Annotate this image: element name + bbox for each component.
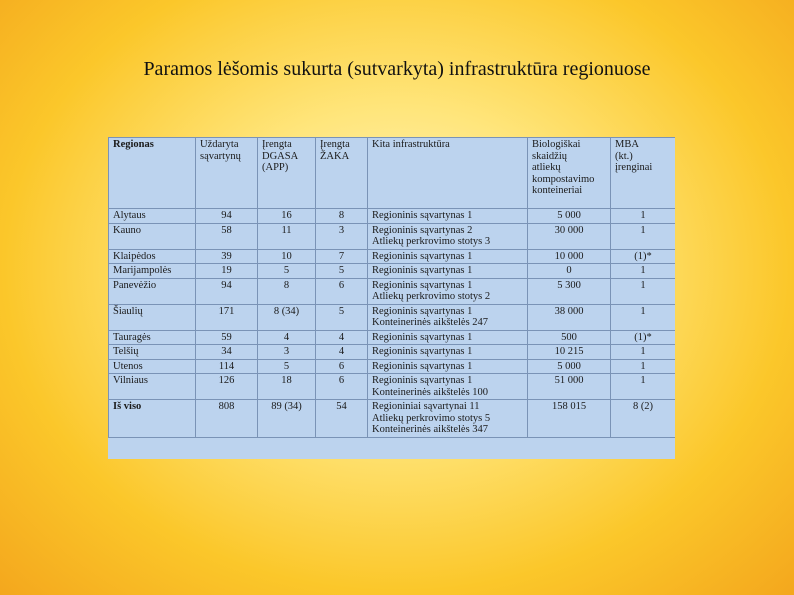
infrastructure-line: Konteinerinės aikštelės 100: [372, 386, 489, 398]
header-line: ŽAKA: [320, 150, 350, 162]
other-infrastructure-cell: [368, 400, 528, 438]
region-cell: Šiaulių: [109, 304, 196, 330]
bio-containers-cell: 500: [528, 330, 611, 345]
header-line: Kita infrastruktūra: [372, 139, 450, 150]
bio-containers-cell: 38 000: [528, 304, 611, 330]
table-body: [109, 209, 676, 438]
dgasa-cell: 8 (34): [258, 304, 316, 330]
infrastructure-table: [108, 137, 675, 438]
zaka-cell: 6: [316, 374, 368, 400]
dgasa-cell: 10: [258, 249, 316, 264]
mba-cell: 1: [611, 304, 676, 330]
zaka-cell: 5: [316, 264, 368, 279]
table-row: [109, 330, 676, 345]
header-region: [109, 138, 196, 209]
region-cell: Marijampolės: [109, 264, 196, 279]
dgasa-cell: 8: [258, 278, 316, 304]
bio-containers-cell: 158 015: [528, 400, 611, 438]
zaka-cell: 6: [316, 278, 368, 304]
header-line: Įrengta: [320, 139, 350, 150]
mba-cell: (1)*: [611, 330, 676, 345]
zaka-cell: 8: [316, 209, 368, 224]
slide-title: Paramos lėšomis sukurta (sutvarkyta) infrastruktūra regionuose: [143, 58, 651, 80]
header-zaka: [316, 138, 368, 209]
table-row: [109, 249, 676, 264]
infrastructure-line: Regioninis sąvartynas 1: [372, 331, 473, 343]
header-dgasa: [258, 138, 316, 209]
closed-landfills-cell: 808: [196, 400, 258, 438]
dgasa-cell: 5: [258, 264, 316, 279]
dgasa-cell: 4: [258, 330, 316, 345]
closed-landfills-cell: 34: [196, 345, 258, 360]
infrastructure-line: Atliekų perkrovimo stotys 5: [372, 412, 491, 424]
infrastructure-line: Atliekų perkrovimo stotys 2: [372, 291, 491, 302]
zaka-cell: 4: [316, 345, 368, 360]
table-row: [109, 278, 676, 304]
infrastructure-line: Atliekų perkrovimo stotys 3: [372, 236, 491, 247]
header-line: konteineriai: [532, 185, 583, 196]
infrastructure-line: Regioninis sąvartynas 1: [372, 360, 473, 372]
table-row: [109, 223, 676, 249]
region-cell: Telšių: [109, 345, 196, 360]
header-line: įrenginai: [615, 162, 653, 173]
other-infrastructure-cell: [368, 264, 528, 279]
bio-containers-cell: 5 300: [528, 278, 611, 304]
table-row: [109, 304, 676, 330]
closed-landfills-cell: 114: [196, 359, 258, 374]
mba-cell: (1)*: [611, 249, 676, 264]
infrastructure-line: Regioninis sąvartynas 1: [372, 265, 473, 276]
other-infrastructure-cell: [368, 359, 528, 374]
zaka-cell: 6: [316, 359, 368, 374]
header-line: sąvartynų: [200, 150, 241, 162]
infrastructure-line: Regioninis sąvartynas 1: [372, 250, 473, 262]
table-row: [109, 264, 676, 279]
table-row: [109, 359, 676, 374]
bio-containers-cell: 0: [528, 264, 611, 279]
dgasa-cell: 18: [258, 374, 316, 400]
closed-landfills-cell: 19: [196, 264, 258, 279]
infrastructure-line: Konteinerinės aikštelės 247: [372, 317, 489, 328]
closed-landfills-cell: 126: [196, 374, 258, 400]
region-cell: Tauragės: [109, 330, 196, 345]
region-cell: Kauno: [109, 223, 196, 249]
other-infrastructure-cell: [368, 278, 528, 304]
total-row: [109, 400, 676, 438]
header-line: kompostavimo: [532, 173, 595, 185]
other-infrastructure-cell: [368, 374, 528, 400]
other-infrastructure-cell: [368, 330, 528, 345]
region-cell: Vilniaus: [109, 374, 196, 400]
header-line: Uždaryta: [200, 139, 239, 150]
bio-containers-cell: 5 000: [528, 209, 611, 224]
infrastructure-line: Regioninis sąvartynas 1: [372, 375, 473, 386]
mba-cell: 1: [611, 374, 676, 400]
closed-landfills-cell: 39: [196, 249, 258, 264]
other-infrastructure-cell: [368, 345, 528, 360]
header-line: (APP): [262, 162, 289, 173]
zaka-cell: 54: [316, 400, 368, 438]
region-cell: Klaipėdos: [109, 249, 196, 264]
other-infrastructure-cell: [368, 223, 528, 249]
zaka-cell: 5: [316, 304, 368, 330]
infrastructure-line: Regioniniai sąvartynai 11: [372, 401, 480, 412]
infrastructure-line: Regioninis sąvartynas 1: [372, 279, 473, 291]
mba-cell: 1: [611, 345, 676, 360]
infrastructure-line: Konteinerinės aikštelės 347: [372, 424, 489, 435]
other-infrastructure-cell: [368, 249, 528, 264]
infrastructure-line: Regioninis sąvartynas 2: [372, 224, 473, 236]
infrastructure-line: Regioninis sąvartynas 1: [372, 346, 473, 357]
closed-landfills-cell: 171: [196, 304, 258, 330]
other-infrastructure-cell: [368, 304, 528, 330]
dgasa-cell: 3: [258, 345, 316, 360]
dgasa-cell: 16: [258, 209, 316, 224]
table-row: [109, 345, 676, 360]
header-line: DGASA: [262, 150, 299, 162]
header-line: atliekų: [532, 162, 561, 173]
header-line: Biologiškai: [532, 139, 581, 150]
header-line: skaidžių: [532, 150, 567, 162]
header-bio-containers: [528, 138, 611, 209]
closed-landfills-cell: 94: [196, 278, 258, 304]
header-line: MBA: [615, 139, 639, 150]
header-line: (kt.): [615, 150, 633, 162]
region-cell: Utenos: [109, 359, 196, 374]
header-line: Įrengta: [262, 139, 292, 150]
zaka-cell: 3: [316, 223, 368, 249]
bio-containers-cell: 10 215: [528, 345, 611, 360]
mba-cell: 1: [611, 223, 676, 249]
other-infrastructure-cell: [368, 209, 528, 224]
region-cell: Panevėžio: [109, 278, 196, 304]
bio-containers-cell: 10 000: [528, 249, 611, 264]
closed-landfills-cell: 59: [196, 330, 258, 345]
table-row: [109, 374, 676, 400]
dgasa-cell: 89 (34): [258, 400, 316, 438]
region-cell: Iš viso: [109, 400, 196, 438]
header-closed-landfills: [196, 138, 258, 209]
mba-cell: 1: [611, 359, 676, 374]
table-row: [109, 209, 676, 224]
mba-cell: 1: [611, 278, 676, 304]
zaka-cell: 7: [316, 249, 368, 264]
mba-cell: 1: [611, 264, 676, 279]
bio-containers-cell: 5 000: [528, 359, 611, 374]
infrastructure-line: Regioninis sąvartynas 1: [372, 305, 473, 317]
region-cell: Alytaus: [109, 209, 196, 224]
mba-cell: 8 (2): [611, 400, 676, 438]
zaka-cell: 4: [316, 330, 368, 345]
infrastructure-table-container: [108, 137, 675, 459]
closed-landfills-cell: 94: [196, 209, 258, 224]
bio-containers-cell: 51 000: [528, 374, 611, 400]
dgasa-cell: 11: [258, 223, 316, 249]
header-line: Regionas: [113, 139, 154, 150]
closed-landfills-cell: 58: [196, 223, 258, 249]
header-other-infrastructure: [368, 138, 528, 209]
header-mba: [611, 138, 676, 209]
dgasa-cell: 5: [258, 359, 316, 374]
infrastructure-line: Regioninis sąvartynas 1: [372, 210, 473, 221]
bio-containers-cell: 30 000: [528, 223, 611, 249]
table-header-row: [109, 138, 676, 209]
mba-cell: 1: [611, 209, 676, 224]
